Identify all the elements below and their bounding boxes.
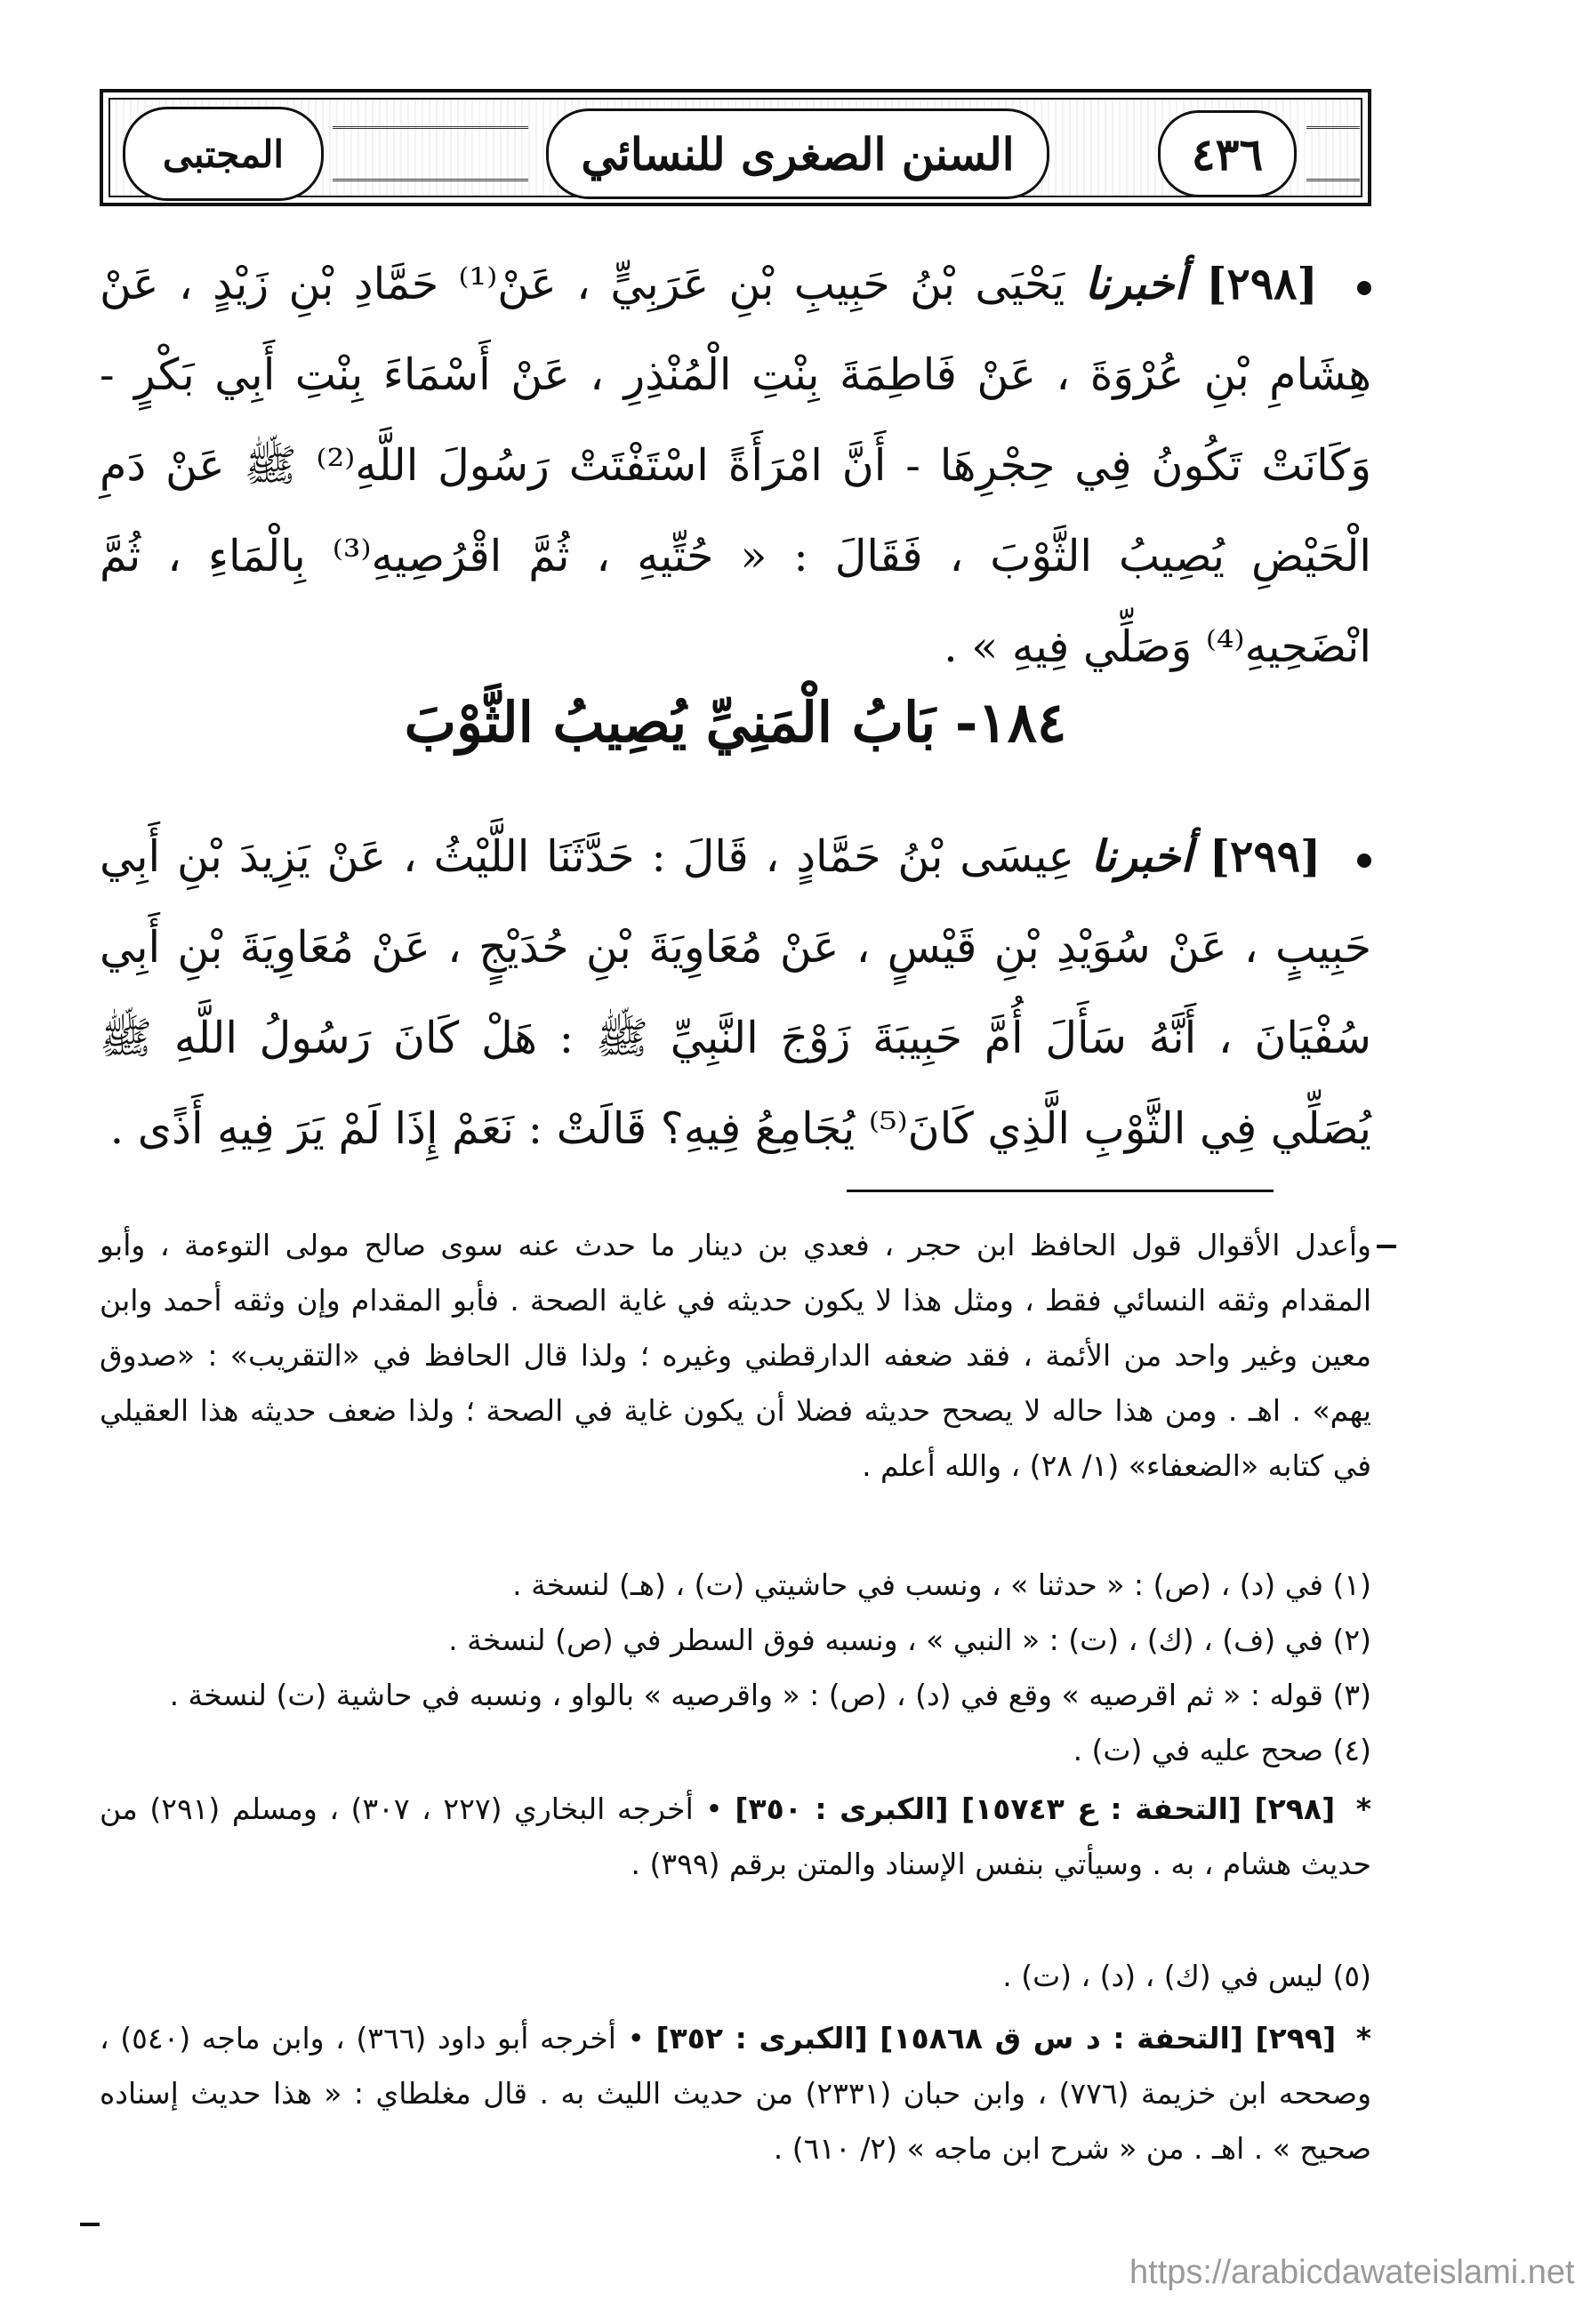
hadith-number: [٢٩٨]	[1206, 258, 1318, 309]
page-number: ٤٣٦	[1158, 110, 1297, 197]
continuation-dash	[80, 2223, 100, 2226]
takhrij-reference: [٢٩٩] [التحفة : د س ق ١٥٨٦٨] [الكبرى : ٣٥٢]	[655, 2021, 1337, 2056]
chapter-heading: ١٨٤- بَابُ الْمَنِيِّ يُصِيبُ الثَّوْبَ	[404, 690, 1067, 755]
page-header-frame	[100, 89, 1371, 206]
header-ornament-band	[108, 98, 1362, 197]
header-ornament-right	[1306, 126, 1360, 181]
takhrij-text: • أخرجه أبو داود (٣٦٦) ، وابن ماجه (٥٤٠) ، وصححه ابن خزيمة (٧٧٦) ، وابن حبان (٢٣٣١) من حديث الليث به . قال مغلطاي : « هذا حديث إسناده صحيح » . اهـ . من « شرح ابن ماجه » (٢/ ٦١٠) .	[100, 2021, 1372, 2166]
continuation-dash	[1377, 1245, 1396, 1248]
takhrij-298	[100, 1782, 1371, 1892]
hadith-text: عِيسَى بْنُ حَمَّادٍ ، قَالَ : حَدَّثَنَا اللَّيْثُ ، عَنْ يَزِيدَ بْنِ أَبِي حَبِيبٍ ، عَنْ سُوَيْدِ بْنِ قَيْسٍ ، عَنْ مُعَاوِيَةَ بْنِ حُدَيْجٍ ، عَنْ مُعَاوِيَةَ بْنِ أَبِي سُفْيَانَ ، أَنَّهُ سَأَلَ أُمَّ حَبِيبَةَ زَوْجَ النَّبِيِّ ﷺ : هَلْ كَانَ رَسُولُ اللَّهِ ﷺ يُصَلِّي فِي الثَّوْبِ الَّذِي كَانَ⁽⁵⁾ يُجَامِعُ فِيهِ؟ قَالَتْ : نَعَمْ إِذَا لَمْ يَرَ فِيهِ أَذًى .	[100, 831, 1371, 1154]
footnote-continuation: وأعدل الأقوال قول الحافظ ابن حجر ، فعدي بن دينار ما حدث عنه سوى صالح مولى التوءمة ، وأبو المقدام وثقه النسائي فقط ، ومثل هذا لا يكون حديثه في غاية الصحة . فأبو المقدام وإن وثقه أحمد وابن معين وغير واحد من الأئمة ، فقد ضعفه الدارقطني وغيره ؛ ولذا قال الحافظ في «التقريب» : «صدوق يهم» . اهـ . ومن هذا حاله لا يصحح حديثه فضلا أن يكون غاية في الصحة ؛ ولذا ضعف حديثه هذا العقيلي في كتابه «الضعفاء» (١/ ٢٨) ، والله أعلم .	[100, 1228, 1371, 1483]
hadith-text: يَحْيَى بْنُ حَبِيبِ بْنِ عَرَبِيٍّ ، عَنْ⁽¹⁾ حَمَّادِ بْنِ زَيْدٍ ، عَنْ هِشَامِ بْنِ عُرْوَةَ ، عَنْ فَاطِمَةَ بِنْتِ الْمُنْذِرِ ، عَنْ أَسْمَاءَ بِنْتِ أَبِي بَكْرٍ - وَكَانَتْ تَكُونُ فِي حِجْرِهَا - أَنَّ امْرَأَةً اسْتَفْتَتْ رَسُولَ اللَّهِ⁽²⁾ ﷺ عَنْ دَمِ الْحَيْضِ يُصِيبُ الثَّوْبَ ، فَقَالَ : « حُتِّيهِ ، ثُمَّ اقْرُصِيهِ⁽³⁾ بِالْمَاءِ ، ثُمَّ انْضَحِيهِ⁽⁴⁾ وَصَلِّي فِيهِ » .	[100, 259, 1372, 672]
running-title: السنن الصغرى للنسائي	[546, 108, 1049, 199]
header-ornament-left	[333, 126, 528, 181]
takhrij-reference: [٢٩٨] [التحفة : ع ١٥٧٤٣] [الكبرى : ٣٥٠]	[735, 1791, 1336, 1826]
footnote-5: (٥) ليس في (ك) ، (د) ، (ت) .	[1002, 1959, 1371, 1993]
akhbarana-word: أخبرنا	[1090, 830, 1193, 882]
footnote-3: (٣) قوله : « ثم اقرصيه » وقع في (د) ، (ص) : « واقرصيه » بالواو ، ونسبه في حاشية (ت) لنسخة .	[169, 1678, 1371, 1712]
star-marker: *	[1355, 2021, 1372, 2056]
footnote-2: (٢) في (ف) ، (ك) ، (ت) : « النبي » ، ونسبه فوق السطر في (ص) لنسخة .	[448, 1623, 1371, 1657]
akhbarana-word: أخبرنا	[1084, 258, 1186, 309]
takhrij-299	[100, 2011, 1371, 2176]
hadith-number: [٢٩٩]	[1209, 830, 1322, 882]
takhrij-text: • أخرجه البخاري (٢٢٧ ، ٣٠٧) ، ومسلم (٢٩١) من حديث هشام ، به . وسيأتي بنفس الإسناد والمتن برقم (٣٩٩) .	[100, 1791, 1371, 1881]
footnote-4: (٤) صحح عليه في (ت) .	[1073, 1733, 1371, 1767]
footnote-separator	[847, 1190, 1274, 1192]
star-marker: *	[1355, 1791, 1371, 1826]
bullet-icon	[1357, 853, 1371, 868]
hadith-299	[100, 811, 1371, 1174]
book-name-seal: المجتبى	[123, 107, 324, 201]
hadith-298	[100, 238, 1371, 693]
watermark-url: https://arabicdawateislami.net	[1129, 2254, 1575, 2291]
footnote-1: (١) في (د) ، (ص) : « حدثنا » ، ونسب في حاشيتي (ت) ، (هـ) لنسخة .	[512, 1567, 1371, 1602]
bullet-icon	[1357, 281, 1371, 295]
